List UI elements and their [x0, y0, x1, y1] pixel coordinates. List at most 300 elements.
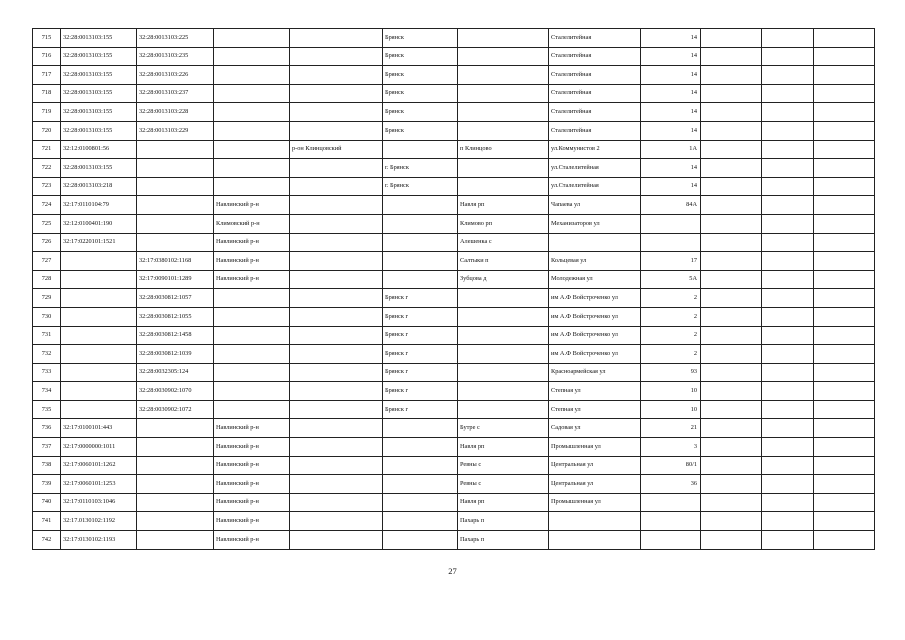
table-cell: 32:28:0013103:226	[137, 66, 214, 85]
table-cell: Центральная ул	[549, 475, 641, 494]
table-cell	[383, 512, 458, 531]
table-cell	[290, 214, 383, 233]
table-cell	[814, 419, 875, 438]
table-cell	[290, 326, 383, 345]
table-cell: Брянск г	[383, 289, 458, 308]
table-cell: им А.Ф Войстроченко ул	[549, 289, 641, 308]
table-cell: Брянск г	[383, 382, 458, 401]
table-cell: 32:28:0030812:1055	[137, 307, 214, 326]
table-cell	[214, 66, 290, 85]
table-cell	[458, 177, 549, 196]
table-cell: 2	[641, 345, 701, 364]
table-cell: 717	[33, 66, 61, 85]
table-cell	[762, 121, 814, 140]
table-cell	[383, 493, 458, 512]
table-cell: Центральная ул	[549, 456, 641, 475]
table-cell: 32:28:0013103:228	[137, 103, 214, 122]
table-cell	[701, 419, 762, 438]
table-cell: Брянск	[383, 84, 458, 103]
table-cell: Навлинский р-н	[214, 475, 290, 494]
table-cell	[701, 493, 762, 512]
table-cell	[762, 252, 814, 271]
table-cell: 716	[33, 47, 61, 66]
table-cell: 32:17:0000000:1011	[61, 438, 137, 457]
table-cell: Навлинский р-н	[214, 233, 290, 252]
table-cell	[701, 438, 762, 457]
table-cell	[383, 475, 458, 494]
table-cell	[762, 140, 814, 159]
table-cell: 32:28:0030812:1039	[137, 345, 214, 364]
table-cell: 726	[33, 233, 61, 252]
table-cell: 722	[33, 159, 61, 178]
table-row	[33, 177, 875, 196]
table-cell: Брянск г	[383, 326, 458, 345]
table-cell: Зубцова д	[458, 270, 549, 289]
table-cell	[762, 196, 814, 215]
table-cell	[137, 233, 214, 252]
table-row	[33, 493, 875, 512]
table-cell: Навлинский р-н	[214, 531, 290, 550]
table-cell	[137, 475, 214, 494]
table-cell	[701, 84, 762, 103]
table-cell: ул.Сталелитейная	[549, 177, 641, 196]
table-cell	[458, 326, 549, 345]
table-cell	[458, 121, 549, 140]
table-cell: 84А	[641, 196, 701, 215]
table-cell: Салтыки п	[458, 252, 549, 271]
table-cell: Садовая ул	[549, 419, 641, 438]
table-cell: г. Брянск	[383, 177, 458, 196]
table-cell	[137, 419, 214, 438]
table-cell: 32:28:0030812:1458	[137, 326, 214, 345]
table-cell	[814, 103, 875, 122]
table-cell	[137, 512, 214, 531]
table-cell	[762, 103, 814, 122]
table-cell	[458, 66, 549, 85]
table-cell: ул.Коммунистов 2	[549, 140, 641, 159]
table-cell	[458, 29, 549, 48]
table-cell	[458, 400, 549, 419]
table-cell	[137, 531, 214, 550]
table-cell	[383, 140, 458, 159]
table-cell	[214, 121, 290, 140]
table-cell: Навля рп	[458, 438, 549, 457]
table-cell: 32:28:0013103:155	[61, 159, 137, 178]
table-cell	[458, 84, 549, 103]
table-row	[33, 140, 875, 159]
table-cell	[762, 531, 814, 550]
table-cell: Брянск г	[383, 307, 458, 326]
table-cell	[762, 29, 814, 48]
table-row	[33, 326, 875, 345]
table-cell	[641, 512, 701, 531]
table-cell	[214, 47, 290, 66]
table-cell	[290, 252, 383, 271]
table-cell: им А.Ф Войстроченко ул	[549, 326, 641, 345]
table-cell	[701, 177, 762, 196]
table-cell: 93	[641, 363, 701, 382]
table-cell: Навлинский р-н	[214, 512, 290, 531]
table-cell: 32:17:0130102:1193	[61, 531, 137, 550]
table-cell: 32:28:0013103:155	[61, 29, 137, 48]
table-cell: 32:28:0013103:237	[137, 84, 214, 103]
table-cell	[762, 363, 814, 382]
table-cell: 32:28:0032305:124	[137, 363, 214, 382]
table-cell	[814, 475, 875, 494]
table-cell: Брянск	[383, 47, 458, 66]
table-cell	[290, 456, 383, 475]
table-cell	[701, 196, 762, 215]
table-cell	[814, 252, 875, 271]
table-cell: Навлинский р-н	[214, 196, 290, 215]
table-cell	[701, 363, 762, 382]
table-cell: Навлинский р-н	[214, 252, 290, 271]
table-cell: 36	[641, 475, 701, 494]
table-cell: 741	[33, 512, 61, 531]
table-cell	[641, 493, 701, 512]
table-cell: 738	[33, 456, 61, 475]
table-cell	[701, 252, 762, 271]
table-cell: Брянск г	[383, 363, 458, 382]
table-cell	[814, 140, 875, 159]
table-cell: 32:28:0013103:155	[61, 121, 137, 140]
table-cell	[814, 382, 875, 401]
table-cell: 737	[33, 438, 61, 457]
table-cell	[290, 307, 383, 326]
table-cell: 32:17:0110104:79	[61, 196, 137, 215]
table-cell: Брянск г	[383, 400, 458, 419]
table-cell	[641, 214, 701, 233]
table-cell: 1А	[641, 140, 701, 159]
table-cell: Молодежная ул	[549, 270, 641, 289]
table-cell	[701, 121, 762, 140]
table-cell	[701, 456, 762, 475]
table-cell: 32:28:0013103:225	[137, 29, 214, 48]
table-cell: 724	[33, 196, 61, 215]
table-cell: Климовский р-н	[214, 214, 290, 233]
table-cell: 740	[33, 493, 61, 512]
table-cell	[762, 326, 814, 345]
table-cell	[290, 531, 383, 550]
table-cell	[137, 493, 214, 512]
table-cell: 32:28:0030812:1057	[137, 289, 214, 308]
table-cell	[137, 140, 214, 159]
table-cell: 32:28:0013103:155	[61, 103, 137, 122]
table-cell: 14	[641, 47, 701, 66]
table-cell: Степная ул	[549, 382, 641, 401]
table-cell: 735	[33, 400, 61, 419]
table-cell: 733	[33, 363, 61, 382]
table-cell: 17	[641, 252, 701, 271]
table-cell	[214, 400, 290, 419]
table-cell	[61, 345, 137, 364]
table-cell: 719	[33, 103, 61, 122]
table-cell: 32:17:0090101:1289	[137, 270, 214, 289]
table-cell: 10	[641, 400, 701, 419]
table-cell	[290, 438, 383, 457]
table-cell: 32:28:0013103:155	[61, 84, 137, 103]
table-cell: 14	[641, 103, 701, 122]
table-cell	[61, 270, 137, 289]
table-cell	[214, 159, 290, 178]
table-row	[33, 289, 875, 308]
table-cell	[383, 214, 458, 233]
table-cell: 742	[33, 531, 61, 550]
table-row	[33, 29, 875, 48]
table-cell: п Клинцово	[458, 140, 549, 159]
table-cell	[762, 84, 814, 103]
table-row	[33, 66, 875, 85]
table-cell	[290, 382, 383, 401]
table-cell	[814, 66, 875, 85]
table-row	[33, 475, 875, 494]
table-row	[33, 121, 875, 140]
table-cell	[214, 363, 290, 382]
table-cell: 32:17:0220101:1521	[61, 233, 137, 252]
table-cell	[214, 289, 290, 308]
table-cell: Сталелитейная	[549, 29, 641, 48]
table-cell	[762, 512, 814, 531]
table-cell: 32:17:0380102:1168	[137, 252, 214, 271]
table-cell	[137, 177, 214, 196]
table-cell	[290, 159, 383, 178]
table-cell: Брянск г	[383, 345, 458, 364]
table-row	[33, 252, 875, 271]
table-row	[33, 47, 875, 66]
table-cell	[214, 177, 290, 196]
table-cell: 730	[33, 307, 61, 326]
table-cell: 21	[641, 419, 701, 438]
table-cell	[458, 363, 549, 382]
table-cell: Брянск	[383, 103, 458, 122]
table-cell	[814, 307, 875, 326]
table-cell	[762, 382, 814, 401]
table-cell: 736	[33, 419, 61, 438]
table-cell	[701, 140, 762, 159]
table-row	[33, 103, 875, 122]
table-row	[33, 512, 875, 531]
table-cell: 32:17:0100101:443	[61, 419, 137, 438]
table-cell	[814, 438, 875, 457]
table-cell: 32:28:0013103:155	[61, 66, 137, 85]
table-cell: 14	[641, 159, 701, 178]
table-cell: 728	[33, 270, 61, 289]
table-cell	[290, 47, 383, 66]
table-cell: 2	[641, 326, 701, 345]
table-cell	[290, 66, 383, 85]
table-cell	[290, 475, 383, 494]
table-cell	[458, 289, 549, 308]
table-cell	[61, 363, 137, 382]
table-cell	[290, 493, 383, 512]
table-cell	[814, 270, 875, 289]
table-cell	[762, 400, 814, 419]
table-cell	[383, 252, 458, 271]
table-cell	[814, 326, 875, 345]
table-cell	[814, 512, 875, 531]
table-cell: Навлинский р-н	[214, 493, 290, 512]
table-row	[33, 382, 875, 401]
table-cell	[701, 307, 762, 326]
table-cell	[290, 84, 383, 103]
table-cell	[290, 177, 383, 196]
table-cell: 32:12:0100801:56	[61, 140, 137, 159]
table-cell	[701, 66, 762, 85]
table-cell	[814, 345, 875, 364]
table-row	[33, 214, 875, 233]
table-cell	[290, 233, 383, 252]
table-cell	[137, 159, 214, 178]
table-cell	[290, 345, 383, 364]
table-row	[33, 531, 875, 550]
table-cell	[549, 531, 641, 550]
table-cell	[814, 47, 875, 66]
table-row	[33, 345, 875, 364]
table-cell	[762, 456, 814, 475]
table-cell	[458, 345, 549, 364]
table-row	[33, 270, 875, 289]
table-cell	[701, 103, 762, 122]
table-cell	[814, 531, 875, 550]
table-cell	[641, 531, 701, 550]
table-cell	[814, 84, 875, 103]
table-cell	[814, 177, 875, 196]
table-cell: им А.Ф Войстроченко ул	[549, 307, 641, 326]
table-cell: Алешенка с	[458, 233, 549, 252]
table-cell	[814, 159, 875, 178]
table-cell	[814, 456, 875, 475]
table-cell: 729	[33, 289, 61, 308]
table-cell: 718	[33, 84, 61, 103]
table-cell: 5А	[641, 270, 701, 289]
table-cell	[814, 29, 875, 48]
table-cell: Климово рп	[458, 214, 549, 233]
table-cell: им А.Ф Войстроченко ул	[549, 345, 641, 364]
table-cell: 725	[33, 214, 61, 233]
table-cell	[290, 363, 383, 382]
table-cell: Сталелитейная	[549, 47, 641, 66]
table-cell: 2	[641, 289, 701, 308]
table-cell: 80/1	[641, 456, 701, 475]
table-cell	[290, 103, 383, 122]
table-cell	[701, 400, 762, 419]
table-cell	[383, 456, 458, 475]
table-cell	[814, 214, 875, 233]
table-cell: 3	[641, 438, 701, 457]
table-cell	[458, 307, 549, 326]
table-cell: 32:17:0110103:1046	[61, 493, 137, 512]
table-cell	[762, 159, 814, 178]
table-cell	[762, 289, 814, 308]
table-cell	[762, 66, 814, 85]
table-cell: Навля рп	[458, 493, 549, 512]
table-cell	[701, 233, 762, 252]
table-row	[33, 196, 875, 215]
table-cell: Навлинский р-н	[214, 419, 290, 438]
table-cell	[61, 382, 137, 401]
table-cell: Сталелитейная	[549, 103, 641, 122]
table-cell: Механизаторов ул	[549, 214, 641, 233]
table-cell	[290, 270, 383, 289]
table-cell	[701, 512, 762, 531]
table-cell: Промышленная ул	[549, 493, 641, 512]
table-cell	[290, 196, 383, 215]
table-row	[33, 233, 875, 252]
table-cell	[61, 307, 137, 326]
table-cell: 720	[33, 121, 61, 140]
table-cell	[701, 345, 762, 364]
table-cell	[762, 345, 814, 364]
table-row	[33, 307, 875, 326]
table-cell	[214, 345, 290, 364]
table-cell: 32:28:0013103:218	[61, 177, 137, 196]
table-cell	[814, 121, 875, 140]
table-cell	[290, 289, 383, 308]
table-cell: Чапаева ул	[549, 196, 641, 215]
table-cell	[814, 196, 875, 215]
table-cell: Брянск	[383, 66, 458, 85]
table-cell	[290, 419, 383, 438]
table-cell: 715	[33, 29, 61, 48]
table-cell	[383, 270, 458, 289]
table-cell: 14	[641, 84, 701, 103]
table-row	[33, 400, 875, 419]
table-cell	[383, 233, 458, 252]
table-cell	[137, 196, 214, 215]
table-cell	[701, 214, 762, 233]
table-cell: Пахарь п	[458, 512, 549, 531]
table-cell	[458, 103, 549, 122]
table-cell	[701, 531, 762, 550]
table-cell: 32:28:0013103:229	[137, 121, 214, 140]
table-cell: 727	[33, 252, 61, 271]
table-cell	[701, 270, 762, 289]
table-cell	[701, 326, 762, 345]
table-cell: г. Брянск	[383, 159, 458, 178]
table-cell	[214, 307, 290, 326]
table-cell	[214, 326, 290, 345]
table-cell	[814, 289, 875, 308]
table-cell: Сталелитейная	[549, 121, 641, 140]
table-cell: Красноармейская ул	[549, 363, 641, 382]
table-cell	[458, 47, 549, 66]
table-cell	[458, 382, 549, 401]
page-number: 27	[448, 566, 457, 576]
table-cell	[383, 438, 458, 457]
table-cell	[762, 270, 814, 289]
table-cell	[701, 47, 762, 66]
table-cell	[701, 159, 762, 178]
table-cell	[137, 456, 214, 475]
table-cell: 32:12:0100401:190	[61, 214, 137, 233]
table-cell	[61, 326, 137, 345]
table-cell: 32:28:0030902:1070	[137, 382, 214, 401]
table-cell: Ревны с	[458, 475, 549, 494]
table-cell	[383, 531, 458, 550]
table-cell: Бутре с	[458, 419, 549, 438]
table-cell	[762, 419, 814, 438]
table-cell: 731	[33, 326, 61, 345]
table-cell: Промышленная ул	[549, 438, 641, 457]
table-cell	[814, 233, 875, 252]
table-cell: р-он Клинцовский	[290, 140, 383, 159]
table-cell: Пахарь п	[458, 531, 549, 550]
table-cell: Сталелитейная	[549, 66, 641, 85]
table-row	[33, 419, 875, 438]
table-cell: 32:28:0013103:235	[137, 47, 214, 66]
table-cell	[214, 382, 290, 401]
table-cell	[214, 84, 290, 103]
